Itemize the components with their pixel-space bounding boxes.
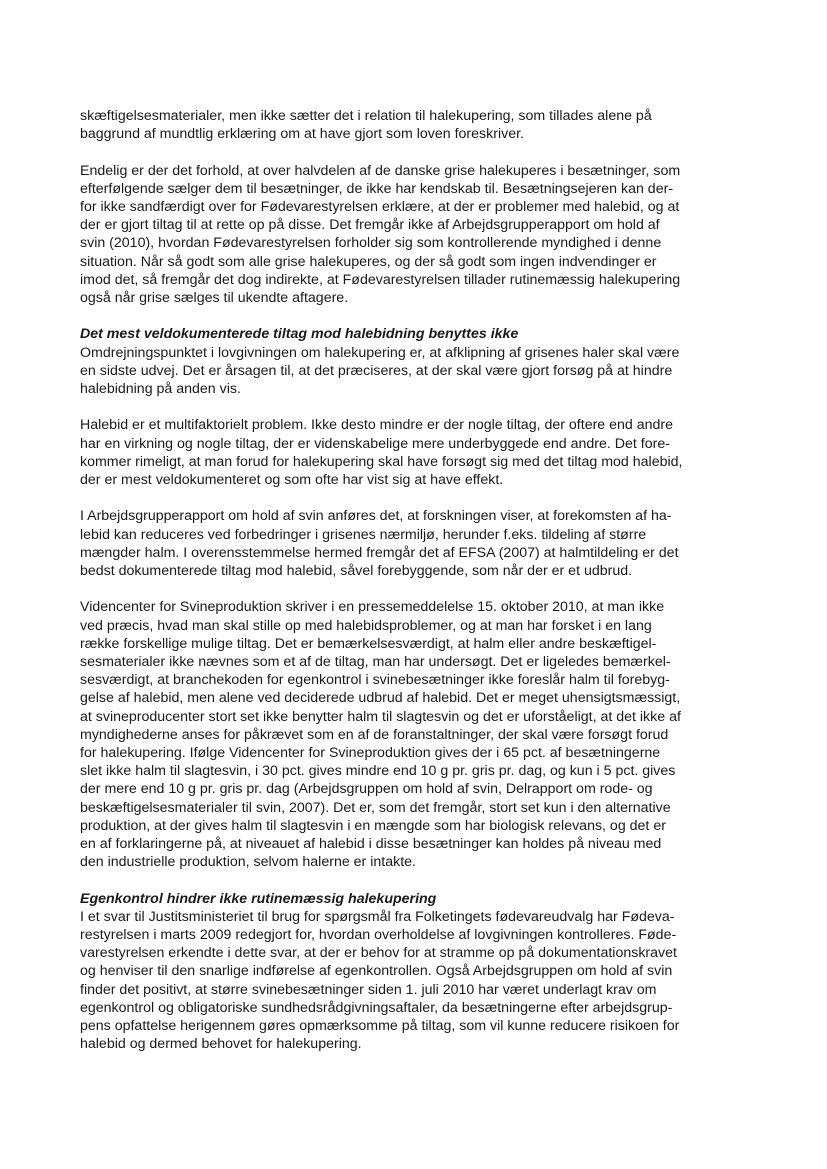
section <box>80 325 730 398</box>
text-line: halebidning på anden vis. <box>80 381 241 398</box>
text-line: og henviser til den snarlige indførelse af egenkontrollen. Også Arbejdsgruppen om hold af svin <box>80 963 673 980</box>
paragraph <box>80 507 730 580</box>
text-line: den industrielle produktion, selvom halerne er intakte. <box>80 854 416 871</box>
text-line: for halekupering. Ifølge Videncenter for Svineproduktion gives der i 65 pct. af besætningerne <box>80 745 661 762</box>
paragraph <box>80 162 730 308</box>
paragraph <box>80 107 730 143</box>
paragraph-gap <box>80 871 730 889</box>
text-line: Halebid er et multifaktorielt problem. Ikke desto mindre er der nogle tiltag, der oftere end andre <box>80 417 674 434</box>
text-line: beskæftigelsesmaterialer til svin, 2007). Det er, som det fremgår, stort set kun i den alternative <box>80 799 671 816</box>
text-line: der er mest veldokumenteret og som ofte har vist sig at have effekt. <box>80 472 504 489</box>
text-line: der mere end 10 g pr. gris pr. dag (Arbejdsgruppen om hold af svin, Delrapport om rode- og <box>80 781 653 798</box>
text-line: mængder halm. I overensstemmelse hermed fremgår det af EFSA (2007) at halmtildeling er det <box>80 544 679 561</box>
text-line: en sidste udvej. Det er årsagen til, at det præciseres, at der skal være gjort forsøg på at hindre <box>80 362 673 379</box>
paragraph-gap <box>80 307 730 325</box>
section-heading: Egenkontrol hindrer ikke rutinemæssig halekupering <box>80 890 437 907</box>
text-line: kommer rimeligt, at man forud for halekupering skal have forsøgt sig med det tiltag mod halebid, <box>80 453 683 470</box>
text-line: sesmaterialer ikke nævnes som et af de tiltag, man har undersøgt. Det er ligeledes bemærkel- <box>80 654 671 671</box>
text-line: for ikke sandfærdigt over for Fødevarestyrelsen erklære, at der er problemer med halebid, og at <box>80 199 680 215</box>
paragraph-gap <box>80 489 730 507</box>
text-line: baggrund af mundtlig erklæring om at have gjort som loven foreskriver. <box>80 126 524 143</box>
text-line: skæftigelsesmaterialer, men ikke sætter det i relation til halekupering, som tillades alene på <box>80 108 652 124</box>
text-line: ved præcis, hvad man skal stille op med halebidsproblemer, og at man har forsket i en lang <box>80 617 652 634</box>
text-line: der er gjort tiltag til at rette op på disse. Det fremgår ikke af Arbejdsgrupperapport om hold af <box>80 217 660 234</box>
document-page <box>80 107 730 1053</box>
text-line: restyrelsen i marts 2009 redegjort for, hvordan overholdelse af lovgivningen kontrolleres. Føde- <box>80 927 677 944</box>
paragraph <box>80 416 730 489</box>
text-line: halebid og dermed behovet for halekupering. <box>80 1036 362 1053</box>
text-line: også når grise sælges til ukendte aftagere. <box>80 290 349 307</box>
text-line: Videncenter for Svineproduktion skriver i en pressemeddelelse 15. oktober 2010, at man ikke <box>80 599 665 616</box>
paragraph-gap <box>80 143 730 161</box>
text-line: bedst dokumenterede tiltag mod halebid, såvel forebyggende, som når der er et udbrud. <box>80 563 633 580</box>
text-line: myndighederne anses for påkrævet som en af de foranstaltninger, der skal være forsøgt forud <box>80 726 669 743</box>
text-line: produktion, at der gives halm til slagtesvin i en mængde som har biologisk relevans, og det er <box>80 817 666 834</box>
text-line: imod det, så fremgår det dog indirekte, at Fødevarestyrelsen tillader rutinemæssig halekupering <box>80 271 681 288</box>
text-line: Endelig er der det forhold, at over halvdelen af de danske grise halekuperes i besætninger, som <box>80 162 681 179</box>
text-line: en af forklaringerne på, at niveauet af halebid i disse besætninger kan holdes på niveau med <box>80 836 662 853</box>
text-line: situation. Når så godt som alle grise halekuperes, og der så godt som ingen indvendinger er <box>80 253 657 270</box>
text-line: efterfølgende sælger dem til besætninger, de ikke har kendskab til. Besætningsejeren kan der- <box>80 180 674 197</box>
text-line: slet ikke halm til slagtesvin, i 30 pct. gives mindre end 10 g pr. gris pr. dag, og kun i 5 pct. gives <box>80 763 676 780</box>
text-line: varestyrelsen erkendte i dette svar, at der er behov for at stramme op på dokumentationskravet <box>80 945 677 962</box>
text-line: har en virkning og nogle tiltag, der er videnskabelige mere underbyggede end andre. Det fore- <box>80 435 670 452</box>
text-line: Omdrejningspunktet i lovgivningen om halekupering er, at afklipning af grisenes haler skal være <box>80 344 680 361</box>
text-line: sesværdigt, at branchekoden for egenkontrol i svinebesætninger ikke foreslår halm til forebyg- <box>80 672 670 689</box>
paragraph-gap <box>80 580 730 598</box>
text-line: finder det positivt, at større svinebesætninger siden 1. juli 2010 har været underlagt krav om <box>80 981 657 998</box>
text-line: gelse af halebid, men alene ved deciderede udbrud af halebid. Det er meget uhensigtsmæssigt, <box>80 690 681 707</box>
text-line: I et svar til Justitsministeriet til brug for spørgsmål fra Folketingets fødevareudvalg har Fødeva- <box>80 908 675 925</box>
text-line: egenkontrol og obligatoriske sundhedsrådgivningsaftaler, da besætningerne efter arbejdsgrup- <box>80 999 673 1016</box>
text-line: række forskellige mulige tiltag. Det er bemærkelsesværdigt, at halm eller andre beskæftigel- <box>80 635 657 652</box>
text-line: at svineproducenter stort set ikke benytter halm til slagtesvin og det er uforståeligt, at det ikke af <box>80 708 681 725</box>
section <box>80 890 730 1054</box>
paragraph <box>80 598 730 871</box>
text-line: pens opfattelse herigennem gøres opmærksomme på tiltag, som vil kunne reducere risikoen for <box>80 1018 680 1035</box>
text-line: lebid kan reduceres ved forbedringer i grisenes nærmiljø, herunder f.eks. tildeling af større <box>80 526 647 543</box>
text-line: svin (2010), hvordan Fødevarestyrelsen forholder sig som kontrollerende myndighed i denne <box>80 235 662 252</box>
paragraph-gap <box>80 398 730 416</box>
text-line: I Arbejdsgrupperapport om hold af svin anføres det, at forskningen viser, at forekomsten af ha- <box>80 508 672 525</box>
section-heading: Det mest veldokumenterede tiltag mod halebidning benyttes ikke <box>80 326 519 343</box>
